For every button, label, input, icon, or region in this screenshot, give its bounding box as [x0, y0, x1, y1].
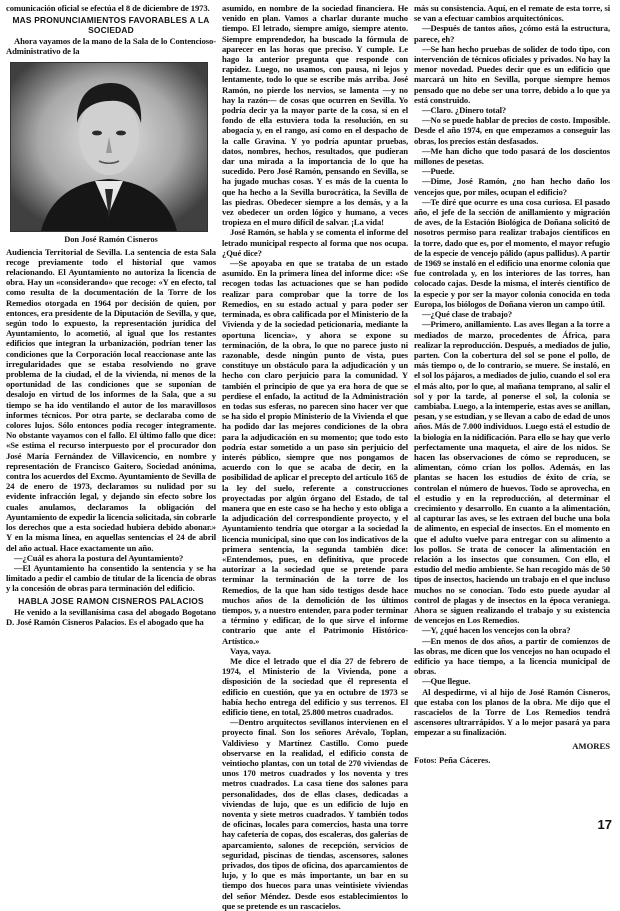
- paragraph: —El Ayuntamiento ha consentido la sentencia y se ha limitado a pedir el cambio de titular de la licencia de obras y la concesión de obras para terminación del edificio.: [6, 562, 216, 594]
- paragraph: —Después de tantos años, ¿cómo está la estructura, parece, eh?: [414, 23, 610, 44]
- paragraph: He venido a la sevillanísima casa del abogado Bogotano D. José Ramón Cisneros Palacios. Es el abogado que ha: [6, 606, 216, 627]
- photo-caption: Don José Ramón Cisneros: [64, 234, 158, 244]
- paragraph: —¿Qué clase de trabajo?: [422, 309, 513, 320]
- column-right: [414, 3, 610, 835]
- paragraph: —Me han dicho que todo pasará de los doscientos millones de pesetas.: [414, 145, 610, 167]
- paragraph: Audiencia Territorial de Sevilla. La sentencia de esta Sala recoge previamente todo el historial que vamos relacionando. El Ayuntamiento no autoriza la licencia de obra. Hay un «considerando» que recoge: «Y en efecto, tal como resulta de la documentación de la Torre de los Remedios otorgada en 1964 por decisión de quien, por entonces, era presidente de la Diputación de Sevilla, y que, según todo lo expuesto, la representación jurídica del Ayuntamiento, lo acometió, al igual que los restantes edificios que integran la urbanización, podrían tener las condiciones que la Corporación local reaccionase ante las irregularidades que se estaba resolviendo no grave problema de la ciudad, el de la vivienda, ni menos de la oportunidad de las condiciones que se suponían de desalojo en virtud de los informes de la Sala, que a su tiempo se ha ido ventilando el autor de los maravillosos informes técnicos. Por otra parte, se declaraba como de colores lujos. Sólo entonces podía recoger íntegramente. No obstante vayamos con el fallo. El último fallo que dice: «Se estima el recurso interpuesto por el procurador don José María Fernández de Villavicencio, en nombre y representación de Francisco Gaitero, Sociedad anónima, contra los acuerdos del Excmo. Ayuntamiento de Sevilla de 24 de enero de 1973, declaramos su nulidad por su evidente infracción legal, y dejando sin efecto sobre los cuales anulamos, declaramos la obligación del Ayuntamiento de expedir la licencia solicitada, sin cobrarle los derechos que a esta sociedad hubiera debido abonar.» Y en la misma línea, en aquellas sentencias el 24 de abril del año actual. Hace exactamente un año.: [6, 246, 216, 553]
- portrait-illustration: [11, 63, 207, 231]
- paragraph: —Primero, anillamiento. Las aves llegan a la torre a mediados de marzo, procedentes de África, para realizar la reproducción. Después, a mediados de julio, parten. Con la cobertura del sol se pone el pollo, de más tiempo o, de lo contrario, se muere. Se instaló, en el sol los pájaros, a mediados de julio, cuando el sol era el más alto, por lo que, al mañana temprano, al salir el sol y por la tarde, al ponerse el sol, la colonia se cambiaba. Luego, a la intemperie, estas aves se anillan, pesan, y se estudian, y se llevan a cabo de edad de unos años. Más de 7.000 individuos. Luego está el estudio de la biología en la nidificación. Para ello se hay que verlo perfectamente una maqueta, el aire de los nidos. Se hacen las observaciones de cómo se reproducen, se alimentan, cómo crían los pollos. Además, en las plantas se hacen los estudios de éxito de cría, se controlan el número de huevos. Todo se aprovecha, en el estudio y en la reproducción, al determinar el crecimiento y desarrollo. En cuanto a la alimentación, al capturar las aves, se les extraen del buche una bola de alimento, en especial de insectos. En el momento en que el adulto vuelve para entregar con su alimento a los pollos. Se trata de conocer la alimentación en relación a los insectos que consumen. Con ello, el estudio del medio ambiente. Se han recogido más de 50 tipos de insectos, haciendo un trabajo en el que incluso muchos no se conocían. Todo esto puede ayudar al control de plagas y de insectos en la época veraniega. Ahora se siguen realizando el trabajo y su existencia de vencejos en Los Remedios.: [414, 319, 610, 626]
- paragraph: —Puede.: [422, 166, 455, 177]
- paragraph: —Y, ¿qué hacen los vencejos con la obra?: [422, 625, 571, 636]
- author-signature: AMORES: [572, 740, 610, 751]
- paragraph: José Ramón, se habla y se comenta el informe del letrado municipal respecto al forma que nos ocupa. ¿Qué dice?: [222, 227, 408, 258]
- paragraph: Vaya, vaya.: [230, 645, 271, 656]
- paragraph: —Se apoyaba en que se trataba de un estado asumido. En la primera línea del informe dice: «Se recogen todas las actuaciones que se han podido realizar para comprobar que la torre de los Remedios, en su estado actual y para poder ser terminada, es obra calificada por el Ministerio de la Vivienda y de la sociedad peticionaria, mediante la oportuna licencia», y ahora se expone su terminación, de la obra, lo que no parece justo ni razonable, desde ningún punto de vista, pues constituye un obstáculo para la adjudicación y un hecho con claro perjuicio para la comunidad. Y también el principio de que ya era hora de que se perdiese el enfado, la actitud de la Administración en todas sus esferas, no parecen sino hacer ver que se ha sido el propio Ministerio de la Vivienda el que ha podido dar las mejores condiciones de la obra para la adjudicación en su momento; que todo esto podría estar sometido a un paso sin perjuicio del interés público, siempre que nos pongamos de acuerdo con lo que se acaba de decir, en la posibilidad de aplicar el precepto del artículo 165 de la ley del suelo, referente a construcciones proyectadas por algún órgano del Estado, de tal manera que en este caso se ha hecho y esto obliga a la adjudicación del correspondiente proyecto, y el Ayuntamiento tendría que otorgar a la sociedad la licencia municipal, sino que con los indicativos de la primera sentencia, la segunda también dice: «Entendemos, pues, en definitiva, que procede autorizar a la sociedad que se pretende para terminar la terminación de la torre de los Remedios, de la que han sido testigos desde hace muchos años de la demolición de los últimos tiempos, y, a nuestro entender, para poder terminar a término y edificar, de lo que sirve el informe contrario que ante el Patrimonio Histórico-Artístico.»: [222, 258, 408, 646]
- paragraph: Al despedirme, vi al hijo de José Ramón Cisneros, que estaba con los planos de la obra. Me dijo que el rascacielos de la Torre de Los Remedios tendrá ascensores ultrarrápidos. Y a lo mejor pasará ya para empezar a su finalización.: [414, 686, 610, 738]
- section-heading-interview: HABLA JOSE RAMON CISNEROS PALACIOS: [18, 595, 204, 606]
- paragraph: —Dentro arquitectos sevillanos intervienen en el proyecto final. Son los señores Arévalo, Toplan, Valdivieso y Martínez Castillo. Como puede observarse en la realidad, el edificio consta de veintiocho plantas, con un total de 270 viviendas de unos 170 metros cuadrados y los noventa y tres metros cuadrados. La casa tiene dos salones para personalidades, dos de ellas clases, dedicadas a viviendas de lujo, que es un edificio de lujo en noventa y siete metros cuadrados. Y también todos de oficinas, locales para comercios, hasta una torre hay cafetería de copas, dos escaleras, dos galerías de aparcamiento, salones de recepción, servicios de seguridad, piscinas de tiendas, ascensores, salones privados, dos tipos de oficina, dos aparcamientos de lujo, y lo que es más importante, un bar en su tiempo dos huecos para unas veintisiete viviendas del señor Méndez. Desde esos establecimientos lo que se pretende es un rascacielos.: [222, 717, 408, 911]
- page-number: 17: [597, 817, 612, 832]
- intro-paragraph: comunicación oficial se efectúa el 8 de diciembre de 1973.: [6, 3, 210, 13]
- paragraph: más su consistencia. Aquí, en el remate de esta torre, si se van a efectuar cambios arquitectónicos.: [414, 3, 610, 24]
- paragraph: asumido, en nombre de la sociedad financiera. He venido en plan. Vamos a charlar durante mucho tiempo. El letrado, siempre amigo, siempre atento. Siempre emprendedor, ha buscado la fórmula de aparecer en las horas que preciso. Y cumple. Le hago la anterior pregunta que responde con rapidez. Luego, no usamos, con pausa, ni lejos y lentamente, todo lo que se escribe más arriba. José Ramón, no pierde los nervios, se lamenta —y no hay la razón— de cosas que ocurren en Sevilla. Yo podría decir ya la mayor parte de la cosa, sí en el fondo de ella estuviera toda la resolución, en su abogacía y, en el rango, así como en el despacho de la calle Gravina. Y yo podría apuntar pruebas, datos, nombres, hechos, resultados, que pudieran dar una mirada a la importancia de lo que ha sucedido. Pero José Ramón, pensando en Sevilla, se ha jugado muchas cosas. Y es más de la cuenta lo que ha hecho a la Sevilla burocrática, la Sevilla de las piedras. Obedecer siempre a los demás, y a la vez obedecer un orden lógico y humano, a veces tropieza en el muro difícil de salvar. ¡La vida!: [222, 3, 408, 228]
- section-heading-favorable: MAS PRONUNCIAMIENTOS FAVORABLES A LA SOCIEDAD: [12, 15, 210, 36]
- paragraph: Ahora vayamos de la mano de la Sala de lo Contencioso-Administrativo de la: [6, 36, 216, 57]
- paragraph: —Dime, José Ramón, ¿no han hecho daño los vencejos que, por miles, ocupan el edificio?: [414, 176, 610, 197]
- paragraph: —Te diré que ocurre es una cosa curiosa. El pasado año, el jefe de la sección de anillamiento y migración de aves, de la Estación Biológica de Doñana solicitó de nosotros permiso para realizar trabajos científicos en la torre, dado que es, por el momento, el mayor refugio de la especie de vencejo pálido (apus pallidus). A partir de 1969 se instaló en el edificio una enorme colonia que fue controlada y, en los interiores de las torres, han colocado cajas. Desde la misma, el interés científico de la especie y por ser la mayor colonia conocida en toda Europa, los biólogos de Doñana vieron un campo útil.: [414, 196, 610, 309]
- photo-credit: Fotos: Peña Cáceres.: [414, 754, 491, 765]
- portrait-photo: [10, 62, 208, 232]
- paragraph: —En menos de dos años, a partir de comienzos de las obras, me dicen que los vencejos no han ocupado el edificio ya hace tiempo, a la licencia municipal de obras.: [414, 635, 610, 677]
- paragraph: —¿Cuál es ahora la postura del Ayuntamiento?: [14, 552, 184, 563]
- paragraph: —No se puede hablar de precios de costo. Imposible. Desde el año 1974, en que empezamos a conseguir las obras, los precios están desfasados.: [414, 115, 610, 146]
- column-middle: [222, 3, 408, 911]
- paragraph: —Se han hecho pruebas de solidez de todo tipo, con intervención de técnicos oficiales y privados. No hay la menor novedad. Puedes decir que es un edificio que marcará un hito en Sevilla, porque siempre hemos pensado que no debe ser una torre, debido a lo que ya está construido.: [414, 43, 610, 105]
- paragraph: Me dice el letrado que el día 27 de febrero de 1974, el Ministerio de la Vivienda, pone a disposición de la sociedad que él representa el edificio en cuestión, que ya en octubre de 1973 se había hecho entrega del edificio y sus terrenos. El edificio tiene, en total, 25.800 metros cuadrados.: [222, 656, 408, 718]
- paragraph: —Claro. ¿Dinero total?: [422, 105, 507, 116]
- paragraph: —Que llegue.: [422, 676, 471, 687]
- column-left: [6, 3, 216, 835]
